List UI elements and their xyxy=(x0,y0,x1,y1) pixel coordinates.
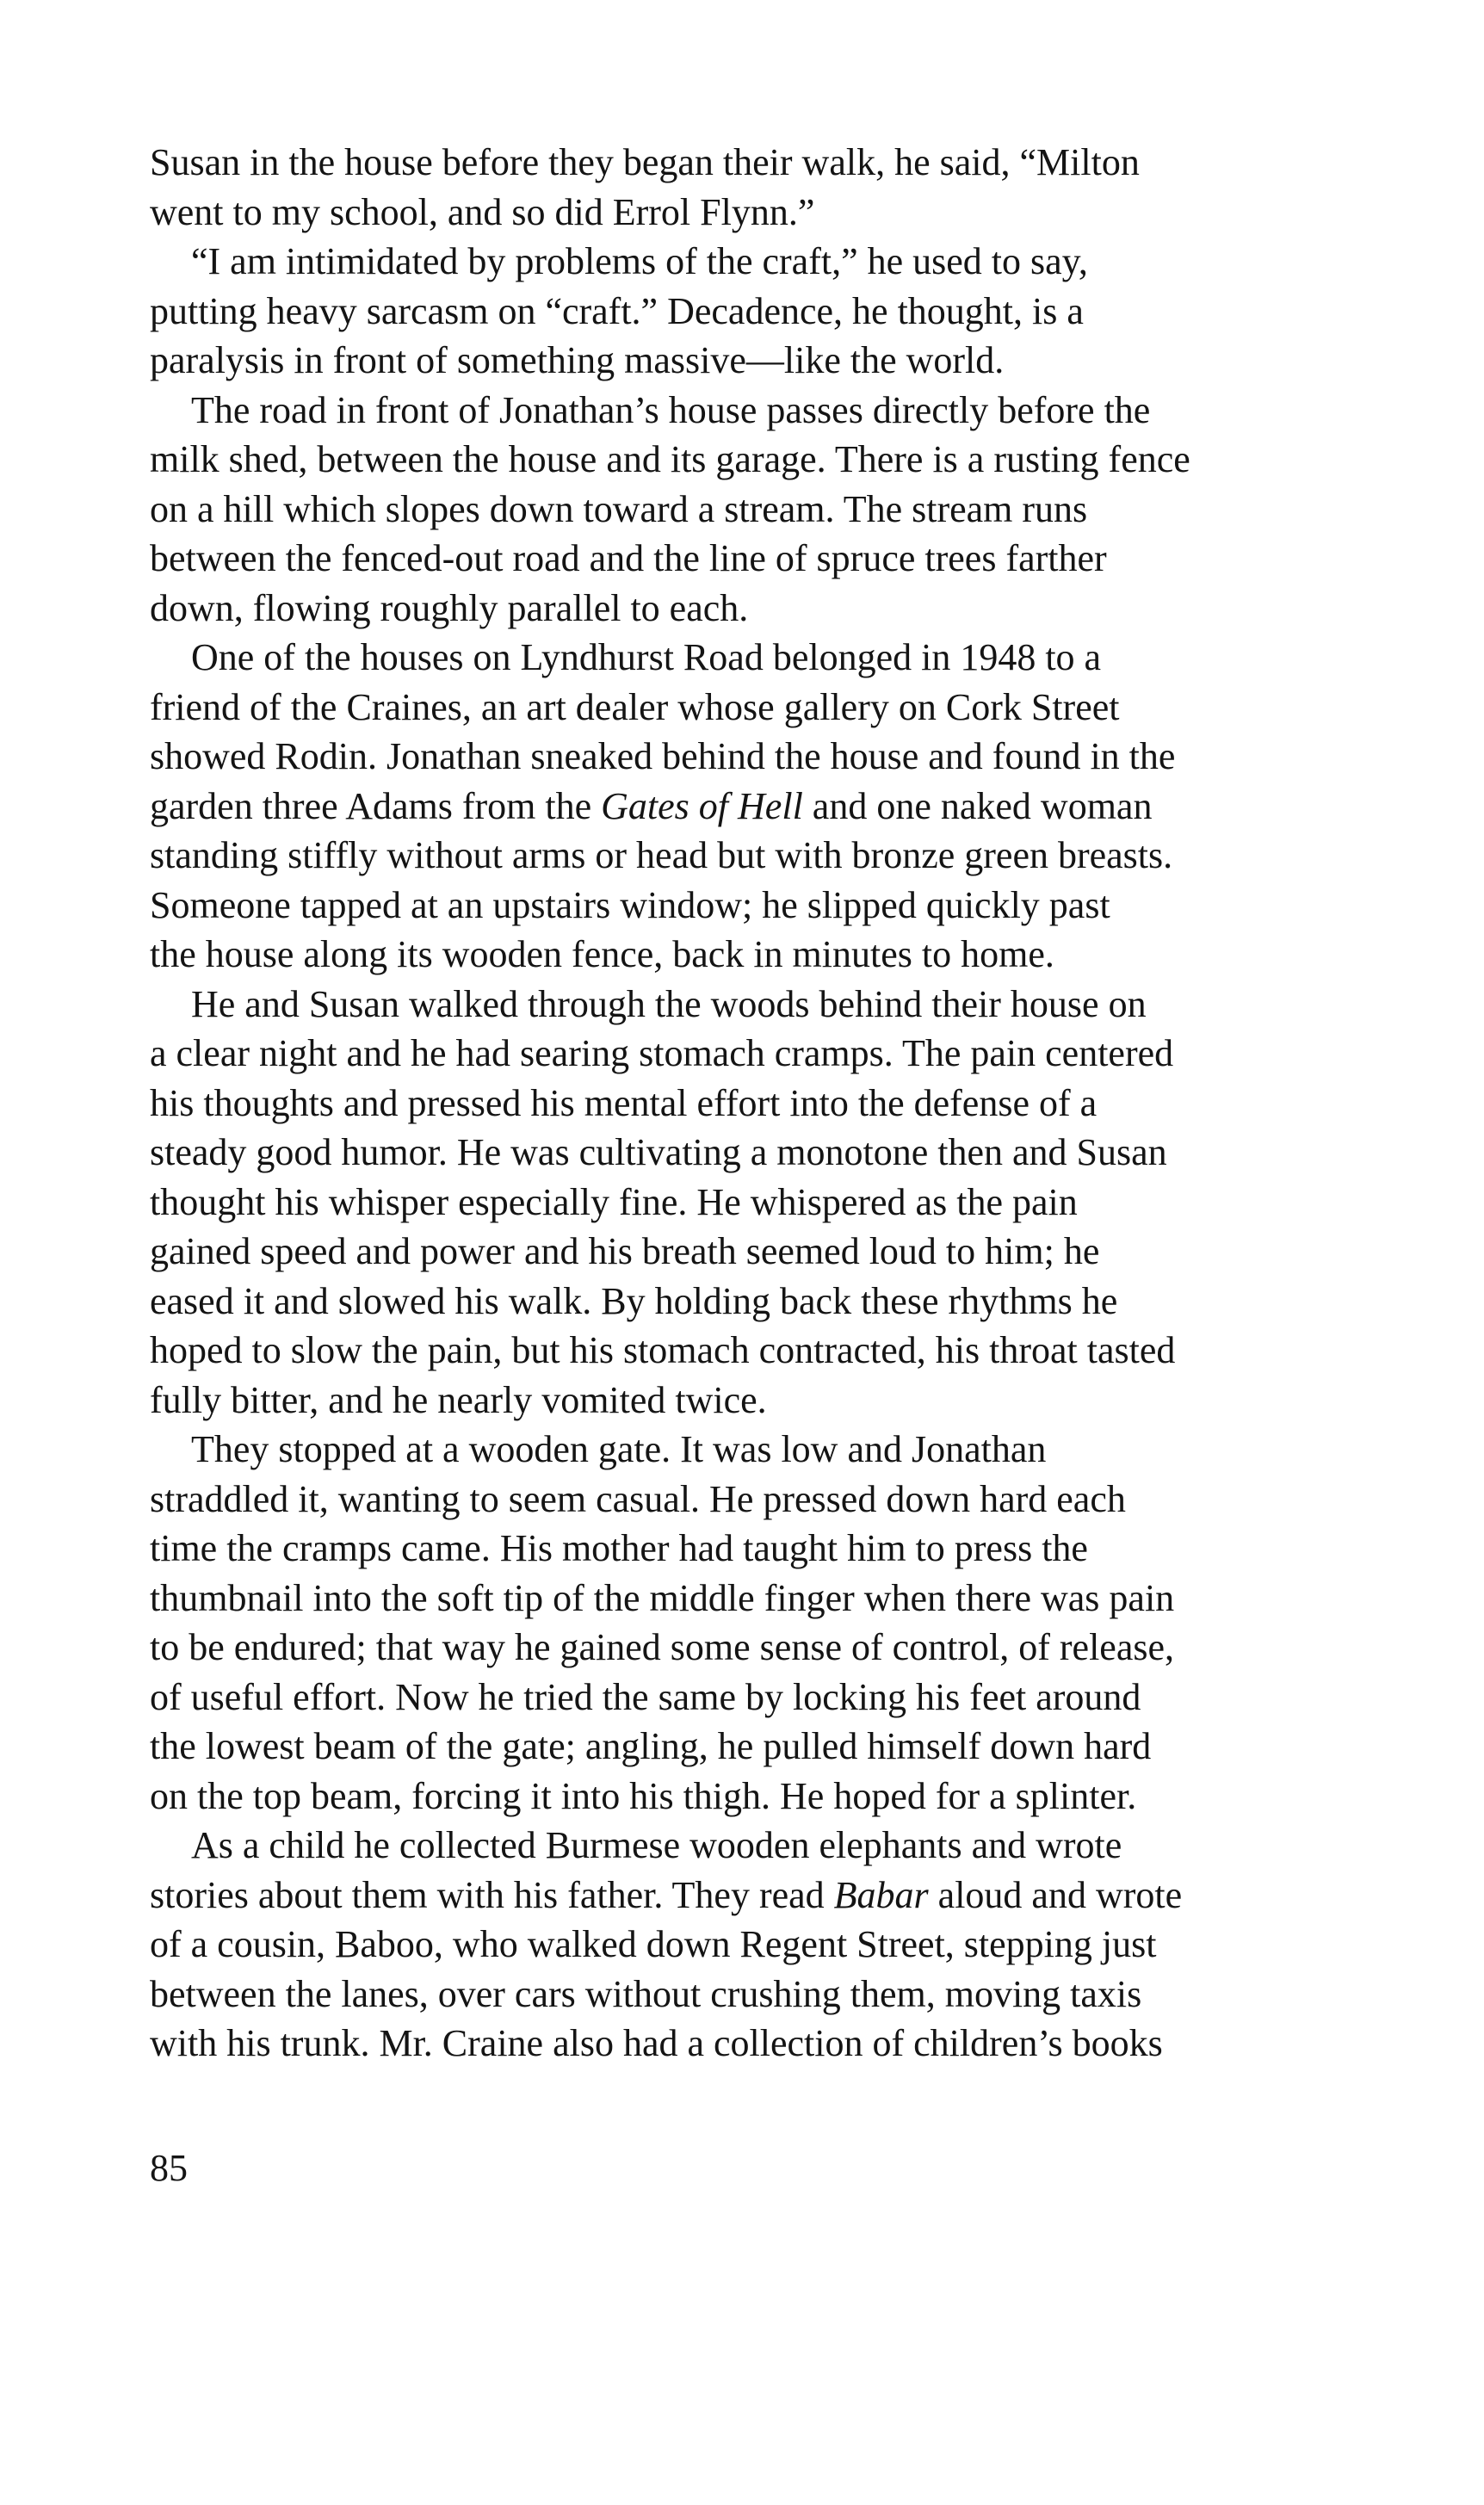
text-line: He and Susan walked through the woods behind their house on xyxy=(191,982,1147,1025)
text-line: a clear night and he had searing stomach cramps. The pain centered xyxy=(150,1032,1174,1074)
text-run: aloud and wrote xyxy=(928,1873,1183,1916)
text-line: straddled it, wanting to seem casual. He pressed down hard each xyxy=(150,1477,1126,1520)
body-text xyxy=(150,138,1346,2069)
text-run: and one naked woman xyxy=(802,784,1153,827)
italic-title: Gates of Hell xyxy=(601,784,803,827)
text-line: the house along its wooden fence, back in minutes to home. xyxy=(150,933,1054,975)
text-line: with his trunk. Mr. Craine also had a collection of children’s books xyxy=(150,2022,1163,2064)
text-run: garden three Adams from the xyxy=(150,784,602,827)
text-line: between the fenced-out road and the line of spruce trees farther xyxy=(150,537,1107,579)
text-line: the lowest beam of the gate; angling, he pulled himself down hard xyxy=(150,1725,1152,1767)
text-line: on a hill which slopes down toward a stream. The stream runs xyxy=(150,487,1088,530)
text-line: One of the houses on Lyndhurst Road belonged in 1948 to a xyxy=(191,636,1102,678)
text-line: paralysis in front of something massive—like the world. xyxy=(150,339,1005,381)
text-line: of useful effort. Now he tried the same by locking his feet around xyxy=(150,1675,1141,1718)
paragraph-4 xyxy=(150,633,1346,980)
italic-title: Babar xyxy=(833,1873,929,1916)
text-line: steady good humor. He was cultivating a monotone then and Susan xyxy=(150,1131,1167,1173)
text-line: hoped to slow the pain, but his stomach contracted, his throat tasted xyxy=(150,1329,1176,1371)
text-line: “I am intimidated by problems of the craft,” he used to say, xyxy=(191,240,1088,282)
paragraph-5 xyxy=(150,980,1346,1426)
text-line-with-italic xyxy=(150,1871,1346,1920)
text-line: his thoughts and pressed his mental effort into the defense of a xyxy=(150,1081,1098,1124)
text-line: Someone tapped at an upstairs window; he slipped quickly past xyxy=(150,883,1110,926)
paragraph-6 xyxy=(150,1425,1346,1821)
text-line: gained speed and power and his breath seemed loud to him; he xyxy=(150,1230,1100,1272)
text-line: milk shed, between the house and its garage. There is a rusting fence xyxy=(150,438,1190,480)
text-line: went to my school, and so did Errol Flynn.” xyxy=(150,190,815,233)
text-line: of a cousin, Baboo, who walked down Regent Street, stepping just xyxy=(150,1923,1157,1965)
text-line: between the lanes, over cars without crushing them, moving taxis xyxy=(150,1972,1142,2015)
text-line: The road in front of Jonathan’s house passes directly before the xyxy=(191,388,1151,431)
paragraph-1 xyxy=(150,138,1346,237)
paragraph-2 xyxy=(150,237,1346,386)
text-line: on the top beam, forcing it into his thigh. He hoped for a splinter. xyxy=(150,1774,1137,1817)
text-run: stories about them with his father. They read xyxy=(150,1873,834,1916)
text-line: down, flowing roughly parallel to each. xyxy=(150,586,749,629)
text-line: standing stiffly without arms or head but with bronze green breasts. xyxy=(150,834,1173,876)
text-line: As a child he collected Burmese wooden elephants and wrote xyxy=(191,1824,1122,1866)
page-number: 85 xyxy=(150,2147,188,2189)
text-line: thought his whisper especially fine. He whispered as the pain xyxy=(150,1180,1078,1223)
paragraph-7 xyxy=(150,1821,1346,2069)
text-line: eased it and slowed his walk. By holding back these rhythms he xyxy=(150,1279,1118,1322)
text-line: They stopped at a wooden gate. It was low and Jonathan xyxy=(191,1428,1047,1470)
text-line-with-italic xyxy=(150,782,1346,832)
text-line: fully bitter, and he nearly vomited twice. xyxy=(150,1378,767,1421)
text-line: to be endured; that way he gained some sense of control, of release, xyxy=(150,1626,1175,1668)
text-line: putting heavy sarcasm on “craft.” Decadence, he thought, is a xyxy=(150,289,1084,332)
text-line: time the cramps came. His mother had taught him to press the xyxy=(150,1527,1088,1569)
text-line: Susan in the house before they began their walk, he said, “Milton xyxy=(150,141,1140,183)
text-line: showed Rodin. Jonathan sneaked behind the house and found in the xyxy=(150,735,1176,777)
text-line: thumbnail into the soft tip of the middle finger when there was pain xyxy=(150,1576,1175,1619)
paragraph-3 xyxy=(150,386,1346,634)
text-line: friend of the Craines, an art dealer whose gallery on Cork Street xyxy=(150,685,1120,728)
